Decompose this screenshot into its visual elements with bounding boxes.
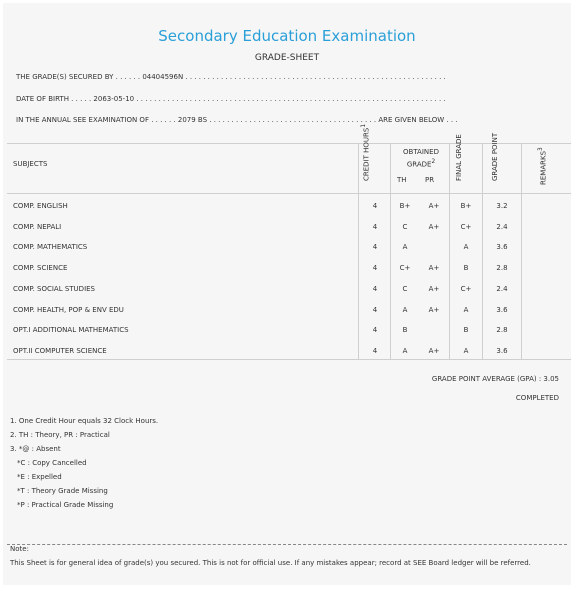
grade-sheet [3, 3, 571, 585]
final-cell: B [463, 326, 469, 335]
final-cell: A [463, 243, 469, 252]
point-cell: 2.4 [496, 284, 508, 293]
table-row [3, 300, 571, 320]
th-cell: A [402, 305, 408, 314]
subject-cell: COMP. MATHEMATICS [13, 243, 88, 252]
table-row [3, 320, 571, 340]
table-row [3, 258, 571, 278]
pr-cell: A+ [428, 222, 440, 231]
note-line-2: 2. TH : Theory, PR : Practical [10, 431, 110, 439]
point-cell: 3.2 [496, 202, 508, 210]
pr-cell: A+ [428, 264, 440, 273]
final-cell: B [463, 264, 469, 273]
table-row [3, 237, 571, 257]
credit-cell: 4 [372, 326, 378, 335]
divider [7, 544, 567, 545]
subject-cell: COMP. ENGLISH [13, 202, 68, 210]
th-cell: A [402, 243, 408, 252]
pr-cell: A+ [428, 305, 440, 314]
note-line-1: 1. One Credit Hour equals 32 Clock Hours. [10, 417, 159, 425]
pr-cell: A+ [428, 202, 440, 210]
th-cell: A [402, 346, 408, 355]
credit-cell: 4 [372, 222, 378, 231]
table-row [3, 196, 571, 216]
note-line-6: *T : Theory Grade Missing [17, 487, 108, 495]
note-line-5: *E : Expelled [17, 473, 62, 481]
subject-cell: COMP. SCIENCE [13, 264, 68, 273]
subject-cell: COMP. NEPALI [13, 222, 62, 231]
table-row [3, 217, 571, 237]
th-cell: C [402, 284, 408, 293]
note-label: Note: [10, 545, 29, 553]
th-cell: B+ [399, 202, 411, 210]
credit-cell: 4 [372, 264, 378, 273]
subjects-header: SUBJECTS [13, 160, 48, 168]
pr-header: PR [425, 176, 435, 184]
subject-cell: OPT.I ADDITIONAL MATHEMATICS [13, 326, 129, 335]
final-cell: A [463, 346, 469, 355]
final-cell: B+ [460, 202, 472, 210]
credit-cell: 4 [372, 346, 378, 355]
final-cell: C+ [460, 222, 472, 231]
final-cell: C+ [460, 284, 472, 293]
credit-cell: 4 [372, 305, 378, 314]
point-cell: 2.8 [496, 264, 508, 273]
pr-cell: A+ [428, 346, 440, 355]
exam-title: Secondary Education Examination [158, 27, 416, 45]
grade-point-header: GRADE POINT [491, 132, 499, 181]
status-text: COMPLETED [515, 394, 559, 402]
info-secured-by: THE GRADE(S) SECURED BY . . . . . . 04404596N . . . . . . . . . . . . . . . . . . . . . . . . . . . . . . . . . . . . . . . . . . . . . . . . . . . . . . . . . . . [16, 73, 446, 81]
credit-cell: 4 [372, 284, 378, 293]
point-cell: 3.6 [496, 305, 508, 314]
pr-cell: A+ [428, 284, 440, 293]
subject-cell: COMP. SOCIAL STUDIES [13, 284, 96, 293]
th-cell: C [402, 222, 408, 231]
gpa-text: GRADE POINT AVERAGE (GPA) : 3.05 [431, 375, 559, 383]
info-date-of-birth: DATE OF BIRTH . . . . . 2063-05-10 . . . . . . . . . . . . . . . . . . . . . . . . . . . . . . . . . . . . . . . . . . . . . . . . . . . . . . . . . . . . . . . . . . . . . . [16, 95, 446, 103]
point-cell: 2.8 [496, 326, 508, 335]
table-row [3, 279, 571, 299]
th-cell: B [402, 326, 408, 335]
sheet-subtitle: GRADE-SHEET [254, 53, 320, 63]
th-cell: C+ [399, 264, 411, 273]
table-header-border [7, 193, 571, 194]
credit-hours-header: CREDIT HOURS$^1$ [361, 123, 371, 181]
point-cell: 3.6 [496, 243, 508, 252]
note-line-3: 3. *@ : Absent [10, 445, 61, 453]
info-exam: IN THE ANNUAL SEE EXAMINATION OF . . . . . . 2079 BS . . . . . . . . . . . . . . . . . . . . . . . . . . . . . . . . . . . . . . ARE GIVEN BELOW . . . [16, 116, 458, 124]
final-grade-header: FINAL GRADE [455, 134, 463, 181]
remarks-header: REMARKS$^3$ [538, 147, 548, 185]
point-cell: 3.6 [496, 346, 508, 355]
credit-cell: 4 [372, 243, 378, 252]
note-line-4: *C : Copy Cancelled [17, 459, 87, 467]
table-top-border [7, 143, 571, 144]
subject-cell: OPT.II COMPUTER SCIENCE [13, 346, 107, 355]
point-cell: 2.4 [496, 222, 508, 231]
table-row [3, 341, 571, 361]
final-cell: A [463, 305, 469, 314]
disclaimer-text: This Sheet is for general idea of grade(s) you secured. This is not for official use. If any mistakes appear; record at SEE Board ledger will be referred. [10, 559, 531, 567]
note-line-7: *P : Practical Grade Missing [17, 501, 114, 509]
obtained-grade-header: OBTAINED GRADE$^2$ [403, 148, 439, 169]
subject-cell: COMP. HEALTH, POP & ENV EDU [13, 305, 124, 314]
th-header: TH [397, 176, 407, 184]
credit-cell: 4 [372, 202, 378, 210]
